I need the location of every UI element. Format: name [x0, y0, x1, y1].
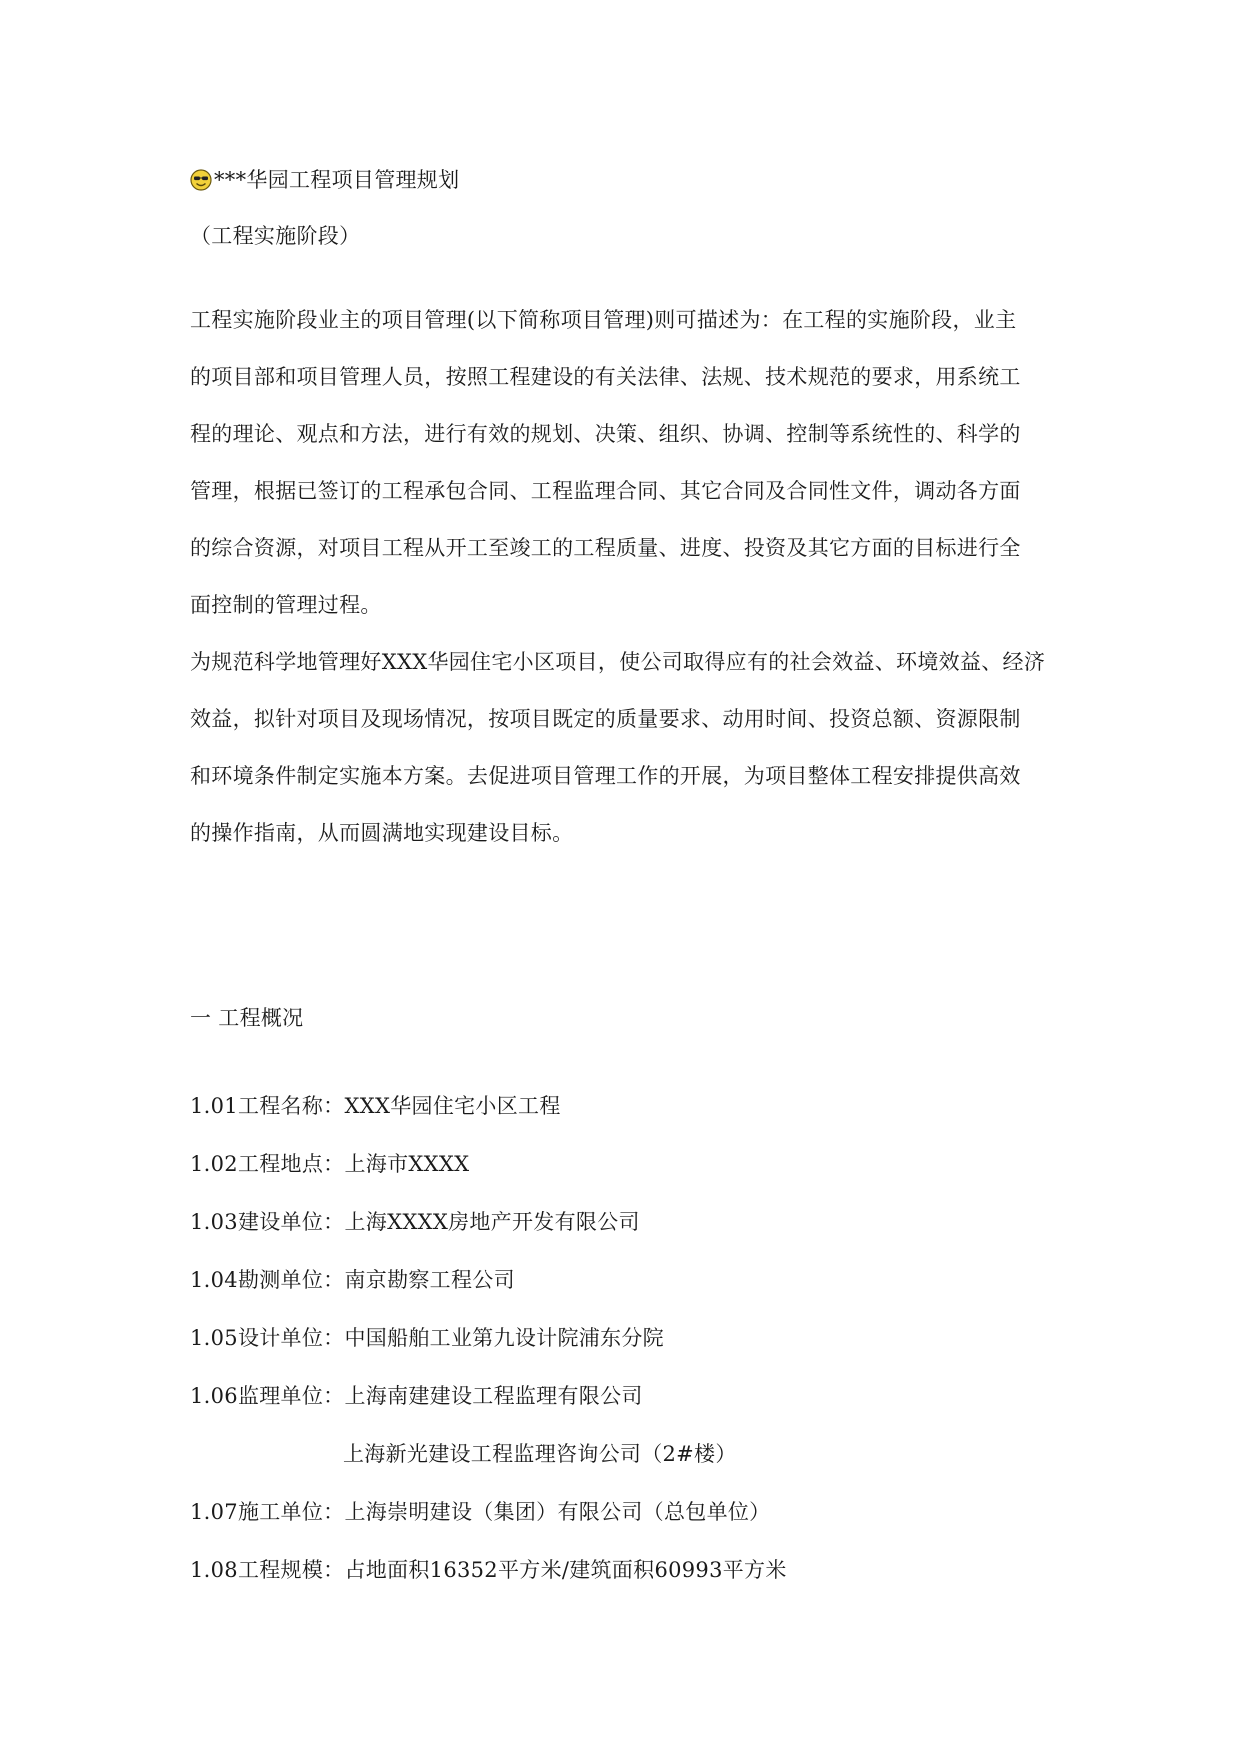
overview-label: 1.05设计单位：	[190, 1326, 345, 1350]
overview-value: 上海市XXXX	[344, 1152, 470, 1176]
overview-value: XXX华园住宅小区工程	[344, 1094, 561, 1118]
paragraph-2-line-1: 为规范科学地管理好XXX华园住宅小区项目，使公司取得应有的社会效益、环境效益、经济	[190, 650, 1046, 674]
paragraph-2-line-3: 和环境条件制定实施本方案。去促进项目管理工作的开展，为项目整体工程安排提供高效	[190, 764, 1021, 788]
overview-item	[190, 1556, 787, 1584]
overview-label: 1.01工程名称：	[190, 1094, 345, 1118]
overview-item	[190, 1092, 561, 1120]
overview-item-continuation	[343, 1440, 737, 1468]
paragraph-1-line-2: 的项目部和项目管理人员，按照工程建设的有关法律、法规、技术规范的要求，用系统工	[190, 365, 1021, 389]
overview-item	[190, 1498, 770, 1526]
overview-value: 中国船舶工业第九设计院浦东分院	[344, 1326, 664, 1350]
paragraph-1-line-6: 面控制的管理过程。	[190, 593, 382, 617]
overview-label: 1.06监理单位：	[190, 1384, 345, 1408]
paragraph-1-line-4: 管理，根据已签订的工程承包合同、工程监理合同、其它合同及合同性文件，调动各方面	[190, 479, 1021, 503]
overview-value: 上海新光建设工程监理咨询公司（2#楼）	[343, 1442, 737, 1466]
document-subtitle: （工程实施阶段）	[190, 224, 361, 248]
overview-label: 1.03建设单位：	[190, 1210, 345, 1234]
overview-label: 1.04勘测单位：	[190, 1268, 345, 1292]
paragraph-1-line-5: 的综合资源，对项目工程从开工至竣工的工程质量、进度、投资及其它方面的目标进行全	[190, 536, 1021, 560]
sunglasses-smiley-icon	[190, 169, 212, 191]
overview-value: 占地面积16352平方米/建筑面积60993平方米	[344, 1558, 787, 1582]
overview-label: 1.07施工单位：	[190, 1500, 345, 1524]
overview-value: 上海XXXX房地产开发有限公司	[344, 1210, 640, 1234]
overview-item	[190, 1382, 643, 1410]
overview-label: 1.02工程地点：	[190, 1152, 345, 1176]
overview-item	[190, 1266, 515, 1294]
title-text: ***华园工程项目管理规划	[214, 168, 460, 192]
overview-value: 南京勘察工程公司	[344, 1268, 515, 1292]
overview-item	[190, 1150, 469, 1178]
document-title	[190, 166, 459, 194]
overview-item	[190, 1208, 640, 1236]
paragraph-2-line-2: 效益，拟针对项目及现场情况，按项目既定的质量要求、动用时间、投资总额、资源限制	[190, 707, 1021, 731]
overview-value: 上海南建建设工程监理有限公司	[344, 1384, 643, 1408]
section-1-heading: 一 工程概况	[190, 1006, 304, 1030]
overview-value: 上海崇明建设（集团）有限公司（总包单位）	[344, 1500, 771, 1524]
paragraph-1-line-1: 工程实施阶段业主的项目管理(以下简称项目管理)则可描述为：在工程的实施阶段，业主	[190, 308, 1017, 332]
overview-item	[190, 1324, 664, 1352]
paragraph-1-line-3: 程的理论、观点和方法，进行有效的规划、决策、组织、协调、控制等系统性的、科学的	[190, 422, 1021, 446]
overview-label: 1.08工程规模：	[190, 1558, 345, 1582]
paragraph-2-line-4: 的操作指南，从而圆满地实现建设目标。	[190, 821, 574, 845]
